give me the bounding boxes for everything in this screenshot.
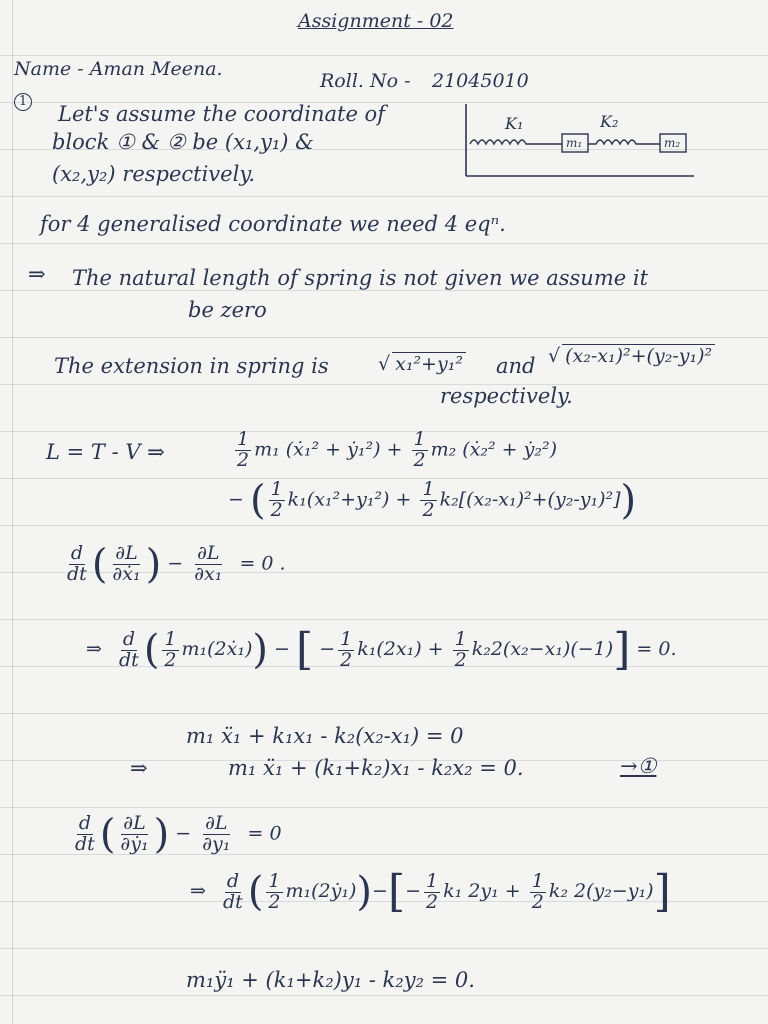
- x1-final-equation: m₁ ẍ₁ + (k₁+k₂)x₁ - k₂x₂ = 0.: [228, 756, 524, 780]
- student-name: Name - Aman Meena.: [14, 58, 223, 80]
- potential-energy-term: − ( $\frac{1}{2}$ k₁(x₁²+y₁²) + $\frac{1}{2}$ k₂[(x₂-x₁)²+(y₂-y₁)²]): [228, 477, 637, 524]
- diagram-m1: m₁: [566, 136, 583, 150]
- implies-arrow-2: ⇒: [130, 756, 148, 780]
- natural-length-line-1: The natural length of spring is not given we assume it: [72, 266, 649, 290]
- generalised-coordinates-line: for 4 generalised coordinate we need 4 eqⁿ.: [40, 212, 506, 236]
- problem-number: 1: [14, 88, 32, 111]
- intro-line-3: (x₂,y₂) respectively.: [52, 162, 256, 186]
- euler-lagrange-x1-expanded: ⇒ $\frac{d}{dt}$ ( $\frac{1}{2}$ m₁(2ẋ₁)) − [ − $\frac{1}{2}$ k₁(2x₁) + $\frac{1}{2}$ k₂2(x₂−x₁)(−1)] = 0.: [86, 624, 677, 675]
- diagram-k1: K₁: [505, 114, 524, 133]
- y1-final-equation: m₁ÿ₁ + (k₁+k₂)y₁ - k₂y₂ = 0.: [186, 968, 475, 992]
- diagram-k2: K₂: [600, 112, 619, 131]
- natural-length-line-2: be zero: [188, 298, 267, 322]
- intro-line-2: block ① & ② be (x₁,y₁) &: [52, 130, 314, 154]
- roll-number: 21045010: [432, 70, 529, 92]
- diagram-m2: m₂: [664, 136, 681, 150]
- roll-label: Roll. No -: [320, 70, 411, 92]
- implies-arrow-1: ⇒: [28, 262, 46, 286]
- margin-line: [12, 0, 13, 1024]
- extension-and: and: [496, 354, 536, 378]
- euler-lagrange-y1: $\frac{d}{dt}$ ( $\frac{\partial L}{\text{∂ẏ₁}}$ ) − $\frac{\partial L}{\text{∂y₁}}$ = 0: [75, 811, 282, 858]
- extension-respectively: respectively.: [440, 384, 573, 408]
- intro-line-1: Let's assume the coordinate of: [58, 102, 385, 126]
- x1-result-equation: m₁ ẍ₁ + k₁x₁ - k₂(x₂-x₁) = 0: [186, 724, 464, 748]
- kinetic-energy-term: $\frac{1}{2}$ m₁ (ẋ₁² + ẏ₁²) + $\frac{1}{2}$ m₂ (ẋ₂² + ẏ₂²): [237, 428, 558, 471]
- extension-text: The extension in spring is: [54, 354, 329, 378]
- euler-lagrange-x1: $\frac{d}{dt}$ ( $\frac{\partial L}{\text{∂ẋ₁}}$ ) − $\frac{\partial L}{\text{∂x₁}}$ = 0 .: [67, 541, 286, 588]
- extension-expr-1: √ x₁²+y₁²: [378, 352, 466, 375]
- lagrangian-lhs: L = T - V ⇒: [46, 440, 165, 464]
- equation-ref-1: →①: [620, 754, 657, 778]
- assignment-title: Assignment - 02: [298, 10, 454, 32]
- euler-lagrange-y1-expanded: ⇒ $\frac{d}{dt}$ ( $\frac{1}{2}$ m₁(2ẏ₁))−[− $\frac{1}{2}$ k₁ 2y₁ + $\frac{1}{2}$ k₂ 2(y₂−y₁)]: [190, 866, 671, 917]
- extension-expr-2: √ (x₂-x₁)²+(y₂-y₁)²: [548, 344, 715, 367]
